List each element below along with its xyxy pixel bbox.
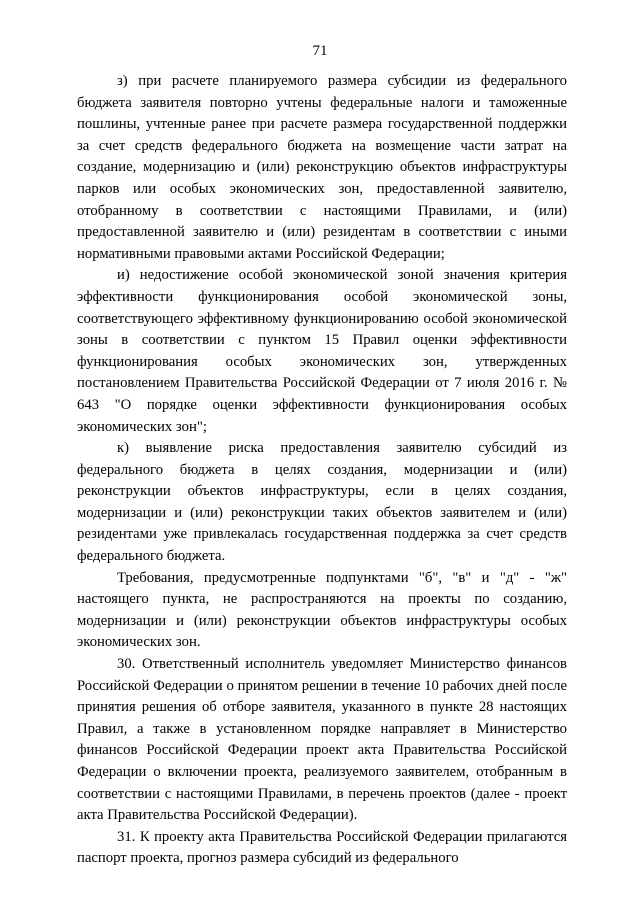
paragraph-item-z: з) при расчете планируемого размера субсидии из федерального бюджета заявителя повторно учтены федеральные налоги и таможенные пошлины, учтенные ранее при расчете размера государственной поддержки за счет средств федерального бюджета на возмещение части затрат на создание, модернизацию и (или) реконструкцию объектов инфраструктуры парков или особых экономических зон, предоставленной заявителю, отобранному в соответствии с настоящими Правилами, и (или) предоставленной заявителю и (или) резидентам в соответствии с иными нормативными правовыми актами Российской Федерации; <box>77 73 567 262</box>
paragraph-item-i: и) недостижение особой экономической зоной значения критерия эффективности функционирования особой экономической зоны, соответствующего эффективному функционированию особой экономической зоны в соответствии с пунктом 15 Правил оценки эффективности функционирования особых экономических зон, утвержденных постановлением Правительства Российской Федерации от 7 июля 2016 г. № 643 "О порядке оценки эффективности функционирования особых экономических зон"; <box>77 267 567 435</box>
paragraph-requirements-note: Требования, предусмотренные подпунктами "б", "в" и "д" - "ж" настоящего пункта, не распространяются на проекты по созданию, модернизации и (или) реконструкции объектов инфраструктуры особых экономических зон. <box>77 569 567 651</box>
paragraph-clause-31: 31. К проекту акта Правительства Российской Федерации прилагаются паспорт проекта, прогноз размера субсидий из федерального <box>77 828 567 867</box>
paragraph-item-k: к) выявление риска предоставления заявителю субсидий из федерального бюджета в целях создания, модернизации и (или) реконструкции объектов инфраструктуры, если в целях создания, модернизации и (или) реконструкции таких объектов заявителем и (или) резидентами уже привлекалась государственная поддержка за счет средств федерального бюджета. <box>77 440 567 565</box>
page-number: 71 <box>312 43 328 59</box>
document-body <box>77 71 567 870</box>
paragraph-clause-30: 30. Ответственный исполнитель уведомляет Министерство финансов Российской Федерации о принятом решении в течение 10 рабочих дней после принятия решения об отборе заявителя, указанного в пункте 28 настоящих Правил, а также в установленном порядке направляет в Министерство финансов Российской Федерации проект акта Правительства Российской Федерации о включении проекта, реализуемого заявителем, отобранным в соответствии с настоящими Правилами, в перечень проектов (далее - проект акта Правительства Российской Федерации). <box>77 656 567 824</box>
